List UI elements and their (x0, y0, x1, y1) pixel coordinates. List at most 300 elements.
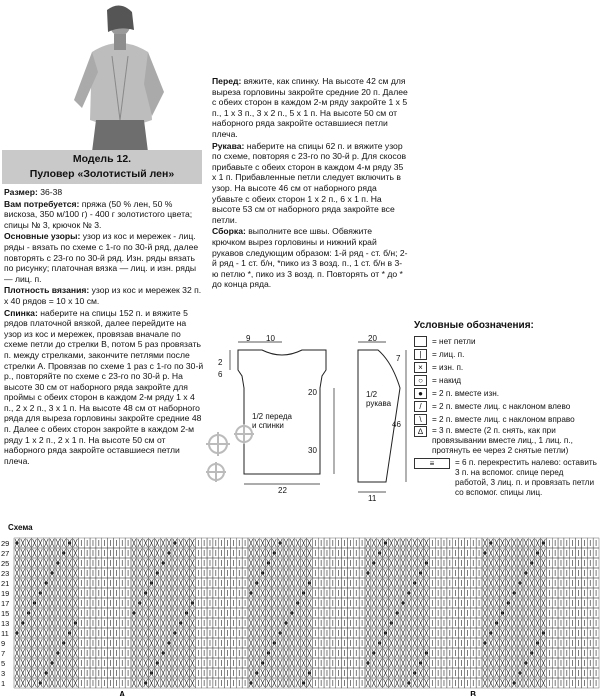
chart-purl-mark (38, 549, 42, 557)
chart-purl-mark (407, 619, 411, 627)
chart-purl-mark (179, 539, 183, 547)
chart-purl-mark (144, 619, 148, 627)
chart-purl-mark (167, 559, 171, 567)
chart-purl-mark (512, 659, 516, 667)
chart-purl-mark (296, 639, 300, 647)
chart-purl-mark (284, 639, 288, 647)
chart-purl-mark (384, 609, 388, 617)
chart-purl-mark (179, 679, 183, 687)
chart-purl-mark (261, 599, 265, 607)
chart-purl-mark (284, 679, 288, 687)
chart-purl-mark (27, 639, 31, 647)
chart-purl-mark (296, 629, 300, 637)
chart-dot-mark (150, 671, 153, 674)
chart-purl-mark (425, 549, 429, 557)
chart-purl-mark (191, 649, 195, 657)
chart-purl-mark (413, 659, 417, 667)
chart-purl-mark (161, 539, 165, 547)
chart-purl-mark (74, 539, 78, 547)
chart-purl-mark (74, 549, 78, 557)
chart-purl-mark (267, 599, 271, 607)
chart-purl-mark (506, 539, 510, 547)
chart-purl-mark (21, 559, 25, 567)
chart-purl-mark (155, 619, 159, 627)
chart-purl-mark (419, 639, 423, 647)
dim-sleeve-11: 11 (368, 494, 377, 503)
size-text: 36-38 (37, 187, 63, 197)
chart-purl-mark (173, 659, 177, 667)
chart-purl-mark (56, 669, 60, 677)
chart-purl-mark (530, 629, 534, 637)
chart-purl-mark (512, 669, 516, 677)
chart-purl-mark (56, 549, 60, 557)
chart-purl-mark (15, 669, 19, 677)
chart-dot-mark (425, 561, 428, 564)
chart-purl-mark (56, 639, 60, 647)
chart-purl-mark (150, 629, 154, 637)
chart-purl-mark (138, 549, 142, 557)
chart-purl-mark (50, 609, 54, 617)
chart-purl-mark (372, 639, 376, 647)
chart-purl-mark (501, 539, 505, 547)
chart-purl-mark (155, 599, 159, 607)
chart-purl-mark (74, 589, 78, 597)
legend-symbol (414, 336, 427, 347)
chart-purl-mark (518, 569, 522, 577)
chart-purl-mark (518, 649, 522, 657)
chart-purl-mark (501, 579, 505, 587)
chart-row-number: 29 (1, 539, 10, 548)
chart-purl-mark (378, 599, 382, 607)
chart-purl-mark (296, 569, 300, 577)
chart-purl-mark (407, 569, 411, 577)
chart-purl-mark (249, 629, 253, 637)
sleeves-text: наберите на спицы 62 п. и вяжите узор по схеме, повторяя с 23-го по 30-й р. Для скосов прибавьте с обеих сторон в каждом 4-м ряду 35 х 1 п. Прибавленные петли следует включить в узор. На высоте 46 см от наборного ряда убавьте с обеих сторон 1 х 2 п., 6 х 1 п. На высоте 53 см от наборного ряда закройте все петли. (212, 140, 407, 225)
chart-dot-mark (144, 591, 147, 594)
chart-purl-mark (366, 559, 370, 567)
chart-purl-mark (132, 619, 136, 627)
chart-purl-mark (372, 609, 376, 617)
chart-purl-mark (132, 599, 136, 607)
chart-purl-mark (62, 649, 66, 657)
chart-purl-mark (27, 679, 31, 687)
chart-purl-mark (155, 649, 159, 657)
chart-purl-mark (284, 599, 288, 607)
chart-purl-mark (536, 559, 540, 567)
chart-purl-mark (506, 549, 510, 557)
chart-purl-mark (272, 539, 276, 547)
chart-purl-mark (308, 559, 312, 567)
chart-dot-mark (489, 541, 492, 544)
chart-purl-mark (278, 669, 282, 677)
chart-purl-mark (267, 619, 271, 627)
chart-purl-mark (50, 539, 54, 547)
chart-purl-mark (542, 569, 546, 577)
chart-dot-mark (33, 601, 36, 604)
chart-purl-mark (296, 549, 300, 557)
chart-purl-mark (191, 559, 195, 567)
chart-row-number: 15 (1, 609, 10, 618)
chart-dot-mark (401, 601, 404, 604)
chart-purl-mark (138, 639, 142, 647)
chart-purl-mark (15, 659, 19, 667)
chart-purl-mark (185, 589, 189, 597)
chart-purl-mark (290, 629, 294, 637)
chart-purl-mark (167, 659, 171, 667)
chart-purl-mark (173, 649, 177, 657)
chart-purl-mark (530, 639, 534, 647)
chart-purl-mark (483, 659, 487, 667)
chart-purl-mark (284, 659, 288, 667)
chart-dot-mark (530, 651, 533, 654)
chart-purl-mark (413, 609, 417, 617)
chart-purl-mark (302, 649, 306, 657)
chart-purl-mark (267, 629, 271, 637)
chart-purl-mark (261, 559, 265, 567)
chart-purl-mark (267, 569, 271, 577)
chart-dot-mark (267, 561, 270, 564)
chart-purl-mark (413, 629, 417, 637)
chart-purl-mark (38, 569, 42, 577)
chart-purl-mark (401, 609, 405, 617)
chart-purl-mark (296, 539, 300, 547)
chart-purl-mark (56, 629, 60, 637)
chart-purl-mark (425, 579, 429, 587)
stitch-chart-svg (0, 526, 600, 696)
chart-dot-mark (68, 631, 71, 634)
chart-purl-mark (261, 669, 265, 677)
chart-purl-mark (384, 619, 388, 627)
chart-purl-mark (501, 549, 505, 557)
chart-purl-mark (27, 599, 31, 607)
chart-purl-mark (395, 669, 399, 677)
chart-dot-mark (419, 571, 422, 574)
chart-purl-mark (518, 539, 522, 547)
chart-purl-mark (425, 629, 429, 637)
chart-dot-mark (507, 601, 510, 604)
chart-purl-mark (132, 649, 136, 657)
chart-purl-mark (50, 599, 54, 607)
chart-purl-mark (33, 639, 37, 647)
chart-purl-mark (278, 579, 282, 587)
chart-purl-mark (255, 569, 259, 577)
chart-purl-mark (150, 679, 154, 687)
chart-purl-mark (138, 579, 142, 587)
chart-dot-mark (167, 641, 170, 644)
chart-purl-mark (419, 559, 423, 567)
chart-purl-mark (518, 599, 522, 607)
chart-purl-mark (68, 609, 72, 617)
chart-purl-mark (21, 669, 25, 677)
chart-purl-mark (366, 619, 370, 627)
chart-purl-mark (395, 589, 399, 597)
chart-purl-mark (50, 589, 54, 597)
chart-purl-mark (378, 589, 382, 597)
chart-purl-mark (185, 549, 189, 557)
chart-purl-mark (138, 679, 142, 687)
chart-purl-mark (155, 679, 159, 687)
chart-purl-mark (44, 539, 48, 547)
chart-purl-mark (150, 609, 154, 617)
chart-purl-mark (419, 549, 423, 557)
chart-purl-mark (261, 609, 265, 617)
chart-dot-mark (378, 641, 381, 644)
chart-purl-mark (395, 639, 399, 647)
chart-purl-mark (272, 619, 276, 627)
chart-purl-mark (536, 629, 540, 637)
chart-purl-mark (155, 589, 159, 597)
chart-purl-mark (542, 579, 546, 587)
chart-dot-mark (518, 671, 521, 674)
chart-purl-mark (483, 619, 487, 627)
chart-purl-mark (167, 609, 171, 617)
chart-dot-mark (425, 651, 428, 654)
chart-purl-mark (173, 599, 177, 607)
chart-dot-mark (308, 671, 311, 674)
chart-purl-mark (278, 619, 282, 627)
chart-purl-mark (296, 589, 300, 597)
chart-purl-mark (144, 609, 148, 617)
chart-purl-mark (308, 679, 312, 687)
chart-purl-mark (132, 679, 136, 687)
size-paragraph (4, 187, 204, 198)
chart-purl-mark (308, 609, 312, 617)
chart-purl-mark (389, 599, 393, 607)
chart-purl-mark (536, 649, 540, 657)
chart-purl-mark (138, 609, 142, 617)
back-paragraph (4, 308, 204, 467)
legend-text: = 2 п. вместе лиц. с наклоном вправо (432, 414, 575, 424)
chart-purl-mark (68, 639, 72, 647)
chart-purl-mark (489, 639, 493, 647)
chart-purl-mark (38, 609, 42, 617)
chart-purl-mark (530, 579, 534, 587)
chart-purl-mark (372, 629, 376, 637)
legend-symbol: / (414, 401, 427, 412)
chart-purl-mark (284, 559, 288, 567)
chart-purl-mark (272, 559, 276, 567)
chart-purl-mark (542, 679, 546, 687)
chart-purl-mark (132, 669, 136, 677)
chart-title: Схема (8, 523, 33, 532)
chart-purl-mark (56, 539, 60, 547)
chart-purl-mark (38, 619, 42, 627)
chart-dot-mark (45, 581, 48, 584)
chart-purl-mark (74, 639, 78, 647)
chart-purl-mark (290, 599, 294, 607)
chart-row-number: 27 (1, 549, 10, 558)
chart-purl-mark (167, 629, 171, 637)
chart-purl-mark (536, 599, 540, 607)
chart-purl-mark (68, 669, 72, 677)
chart-dot-mark (162, 651, 165, 654)
chart-purl-mark (155, 539, 159, 547)
chart-purl-mark (290, 559, 294, 567)
patterns-label: Основные узоры: (4, 231, 81, 242)
chart-purl-mark (302, 669, 306, 677)
back-label: Спинка: (4, 307, 38, 318)
chart-purl-mark (302, 559, 306, 567)
chart-purl-mark (512, 549, 516, 557)
chart-purl-mark (536, 569, 540, 577)
chart-purl-mark (483, 609, 487, 617)
chart-purl-mark (489, 579, 493, 587)
chart-purl-mark (425, 589, 429, 597)
chart-purl-mark (384, 599, 388, 607)
chart-purl-mark (179, 589, 183, 597)
chart-purl-mark (489, 619, 493, 627)
chart-purl-mark (290, 549, 294, 557)
chart-dot-mark (413, 671, 416, 674)
chart-purl-mark (512, 579, 516, 587)
chart-dot-mark (536, 551, 539, 554)
chart-dot-mark (308, 581, 311, 584)
chart-purl-mark (302, 549, 306, 557)
chart-purl-mark (33, 579, 37, 587)
chart-dot-mark (513, 681, 516, 684)
chart-purl-mark (407, 649, 411, 657)
chart-purl-mark (395, 649, 399, 657)
left-column-text (4, 187, 204, 467)
chart-purl-mark (372, 549, 376, 557)
chart-purl-mark (191, 539, 195, 547)
chart-purl-mark (384, 569, 388, 577)
legend-symbol: | (414, 349, 427, 360)
chart-purl-mark (173, 549, 177, 557)
patterns-paragraph (4, 231, 204, 284)
chart-dot-mark (249, 591, 252, 594)
chart-purl-mark (62, 589, 66, 597)
chart-purl-mark (185, 629, 189, 637)
legend-text: = накид (432, 375, 462, 385)
chart-purl-mark (389, 559, 393, 567)
chart-purl-mark (401, 559, 405, 567)
chart-purl-mark (68, 619, 72, 627)
chart-purl-mark (56, 659, 60, 667)
chart-dot-mark (74, 621, 77, 624)
chart-purl-mark (15, 569, 19, 577)
chart-purl-mark (179, 659, 183, 667)
chart-purl-mark (308, 639, 312, 647)
chart-purl-mark (68, 599, 72, 607)
chart-purl-mark (33, 669, 37, 677)
chart-purl-mark (495, 659, 499, 667)
dim-sleeve-7: 7 (396, 354, 401, 363)
chart-purl-mark (249, 639, 253, 647)
chart-purl-mark (501, 589, 505, 597)
chart-dot-mark (144, 681, 147, 684)
chart-purl-mark (15, 619, 19, 627)
model-photo (52, 0, 192, 152)
chart-purl-mark (395, 539, 399, 547)
chart-purl-mark (308, 659, 312, 667)
chart-dot-mark (45, 671, 48, 674)
chart-purl-mark (425, 569, 429, 577)
chart-purl-mark (21, 589, 25, 597)
chart-purl-mark (524, 679, 528, 687)
chart-purl-mark (278, 659, 282, 667)
chart-purl-mark (372, 669, 376, 677)
chart-purl-mark (384, 549, 388, 557)
legend-symbol: ≡ (414, 458, 450, 469)
chart-purl-mark (378, 659, 382, 667)
chart-purl-mark (167, 669, 171, 677)
chart-row-number: 21 (1, 579, 10, 588)
chart-purl-mark (167, 579, 171, 587)
chart-purl-mark (68, 579, 72, 587)
chart-purl-mark (536, 589, 540, 597)
chart-purl-mark (524, 549, 528, 557)
chart-purl-mark (27, 589, 31, 597)
chart-purl-mark (44, 559, 48, 567)
chart-purl-mark (50, 639, 54, 647)
chart-purl-mark (389, 649, 393, 657)
chart-dot-mark (366, 571, 369, 574)
chart-purl-mark (395, 659, 399, 667)
chart-purl-mark (249, 559, 253, 567)
chart-dot-mark (39, 681, 42, 684)
chart-purl-mark (44, 659, 48, 667)
chart-purl-mark (33, 619, 37, 627)
chart-purl-mark (191, 659, 195, 667)
chart-purl-mark (296, 649, 300, 657)
chart-purl-mark (384, 649, 388, 657)
chart-purl-mark (74, 629, 78, 637)
chart-dot-mark (132, 611, 135, 614)
chart-purl-mark (27, 549, 31, 557)
chart-purl-mark (50, 629, 54, 637)
chart-dot-mark (495, 621, 498, 624)
chart-purl-mark (167, 649, 171, 657)
chart-purl-mark (290, 589, 294, 597)
chart-purl-mark (15, 579, 19, 587)
chart-purl-mark (255, 659, 259, 667)
chart-dot-mark (27, 611, 30, 614)
chart-purl-mark (155, 559, 159, 567)
chart-purl-mark (173, 669, 177, 677)
chart-purl-mark (542, 649, 546, 657)
legend-item (414, 348, 598, 361)
chart-purl-mark (21, 579, 25, 587)
chart-purl-mark (419, 539, 423, 547)
chart-purl-mark (524, 669, 528, 677)
chart-dot-mark (267, 651, 270, 654)
chart-purl-mark (378, 609, 382, 617)
chart-purl-mark (44, 589, 48, 597)
chart-purl-mark (38, 559, 42, 567)
chart-purl-mark (524, 619, 528, 627)
chart-purl-mark (407, 629, 411, 637)
chart-purl-mark (401, 639, 405, 647)
chart-purl-mark (132, 579, 136, 587)
chart-purl-mark (21, 639, 25, 647)
chart-purl-mark (44, 619, 48, 627)
chart-purl-mark (62, 599, 66, 607)
chart-purl-mark (483, 589, 487, 597)
chart-purl-mark (50, 619, 54, 627)
chart-purl-mark (21, 649, 25, 657)
chart-purl-mark (518, 629, 522, 637)
chart-dot-mark (501, 611, 504, 614)
chart-purl-mark (401, 569, 405, 577)
chart-purl-mark (27, 539, 31, 547)
chart-purl-mark (167, 679, 171, 687)
chart-purl-mark (261, 629, 265, 637)
chart-purl-mark (290, 569, 294, 577)
chart-purl-mark (512, 539, 516, 547)
chart-purl-mark (150, 599, 154, 607)
chart-purl-mark (261, 579, 265, 587)
